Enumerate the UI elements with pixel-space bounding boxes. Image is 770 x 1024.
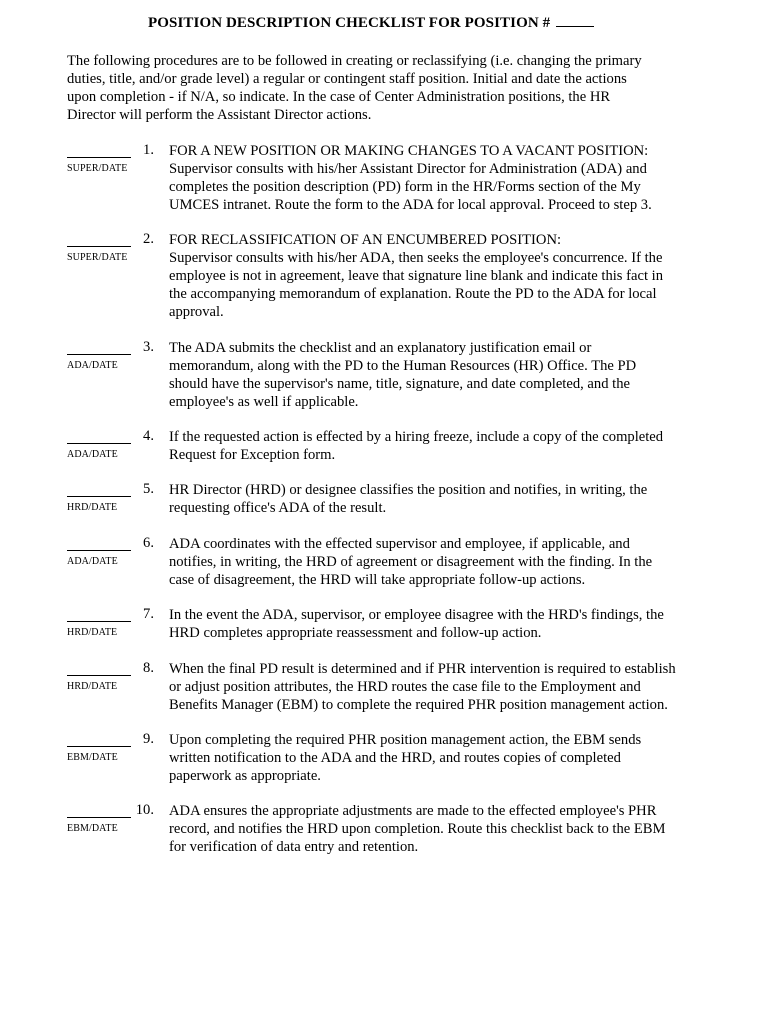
step-number: 4. <box>143 428 154 444</box>
step-line: paperwork as appropriate. <box>169 768 321 785</box>
step-line: memorandum, along with the PD to the Human Resources (HR) Office. The PD <box>169 358 637 375</box>
intro-line: upon completion - if N/A, so indicate. In the case of Center Administration positions, the HR <box>67 89 611 106</box>
signature-line[interactable] <box>67 354 131 355</box>
step-line: Upon completing the required PHR position management action, the EBM sends <box>169 732 642 748</box>
step-text <box>169 660 709 714</box>
step-number: 10. <box>135 802 154 818</box>
step-line: case of disagreement, the HRD will take appropriate follow-up actions. <box>169 572 586 589</box>
step-text <box>169 339 709 411</box>
step-line: Benefits Manager (EBM) to complete the required PHR position management action. <box>169 697 668 714</box>
step-text <box>169 428 709 464</box>
step-line: If the requested action is effected by a hiring freeze, include a copy of the completed <box>169 429 664 445</box>
step-line: ADA ensures the appropriate adjustments are made to the effected employee's PHR <box>169 803 657 819</box>
step-text <box>169 535 709 589</box>
intro-line: The following procedures are to be followed in creating or reclassifying (i.e. changing the primary <box>67 53 642 69</box>
step-text <box>169 802 709 856</box>
signature-label: ADA/DATE <box>67 449 118 460</box>
signature-line[interactable] <box>67 443 131 444</box>
signature-line[interactable] <box>67 746 131 747</box>
signature-line[interactable] <box>67 496 131 497</box>
step-line: When the final PD result is determined and if PHR intervention is required to establish <box>169 661 676 677</box>
step-line: HR Director (HRD) or designee classifies the position and notifies, in writing, the <box>169 482 648 498</box>
intro-line: duties, title, and/or grade level) a regular or contingent staff position. Initial and date the actions <box>67 71 627 88</box>
step-line: notifies, in writing, the HRD of agreement or disagreement with the finding. In the <box>169 554 653 571</box>
step-line: the accompanying memorandum of explanation. Route the PD to the ADA for local <box>169 286 657 303</box>
step-line: employee is not in agreement, leave that signature line blank and indicate this fact in <box>169 268 663 285</box>
step-line: employee's as well if applicable. <box>169 394 359 411</box>
step-number: 6. <box>143 535 154 551</box>
signature-label: EBM/DATE <box>67 752 118 763</box>
signature-label: HRD/DATE <box>67 627 118 638</box>
signature-label: HRD/DATE <box>67 681 118 692</box>
step-text <box>169 731 709 785</box>
step-line: written notification to the ADA and the HRD, and routes copies of completed <box>169 750 621 767</box>
signature-label: SUPER/DATE <box>67 163 128 174</box>
signature-label: ADA/DATE <box>67 360 118 371</box>
signature-line[interactable] <box>67 621 131 622</box>
intro-paragraph <box>67 52 707 124</box>
step-line: The ADA submits the checklist and an explanatory justification email or <box>169 340 592 356</box>
step-line: approval. <box>169 304 224 321</box>
signature-label: HRD/DATE <box>67 502 118 513</box>
step-line: FOR A NEW POSITION OR MAKING CHANGES TO A VACANT POSITION: <box>169 143 649 159</box>
step-text <box>169 606 709 642</box>
signature-line[interactable] <box>67 246 131 247</box>
step-line: In the event the ADA, supervisor, or employee disagree with the HRD's findings, the <box>169 607 664 623</box>
step-line: completes the position description (PD) form in the HR/Forms section of the My <box>169 179 641 196</box>
step-text <box>169 231 709 321</box>
step-line: UMCES intranet. Route the form to the ADA for local approval. Proceed to step 3. <box>169 197 652 214</box>
signature-line[interactable] <box>67 675 131 676</box>
signature-label: SUPER/DATE <box>67 252 128 263</box>
step-number: 5. <box>143 481 154 497</box>
step-text <box>169 142 709 214</box>
step-line: ADA coordinates with the effected supervisor and employee, if applicable, and <box>169 536 630 552</box>
signature-label: ADA/DATE <box>67 556 118 567</box>
step-line: HRD completes appropriate reassessment and follow-up action. <box>169 625 542 642</box>
step-line: or adjust position attributes, the HRD routes the case file to the Employment and <box>169 679 641 696</box>
position-number-blank[interactable] <box>556 14 594 27</box>
step-number: 9. <box>143 731 154 747</box>
step-line: record, and notifies the HRD upon completion. Route this checklist back to the EBM <box>169 821 666 838</box>
step-number: 3. <box>143 339 154 355</box>
page-title <box>148 14 594 32</box>
step-text <box>169 481 709 517</box>
intro-line: Director will perform the Assistant Director actions. <box>67 107 372 124</box>
step-number: 2. <box>143 231 154 247</box>
step-number: 1. <box>143 142 154 158</box>
title-text: POSITION DESCRIPTION CHECKLIST FOR POSITION # <box>148 15 551 31</box>
step-line: requesting office's ADA of the result. <box>169 500 387 517</box>
signature-line[interactable] <box>67 817 131 818</box>
signature-line[interactable] <box>67 157 131 158</box>
step-line: Supervisor consults with his/her Assistant Director for Administration (ADA) and <box>169 161 647 178</box>
signature-line[interactable] <box>67 550 131 551</box>
step-number: 7. <box>143 606 154 622</box>
step-line: Supervisor consults with his/her ADA, then seeks the employee's concurrence. If the <box>169 250 663 267</box>
signature-label: EBM/DATE <box>67 823 118 834</box>
step-line: should have the supervisor's name, title, signature, and date completed, and the <box>169 376 630 393</box>
step-line: for verification of data entry and retention. <box>169 839 419 856</box>
step-line: FOR RECLASSIFICATION OF AN ENCUMBERED POSITION: <box>169 232 562 248</box>
step-line: Request for Exception form. <box>169 447 336 464</box>
step-number: 8. <box>143 660 154 676</box>
